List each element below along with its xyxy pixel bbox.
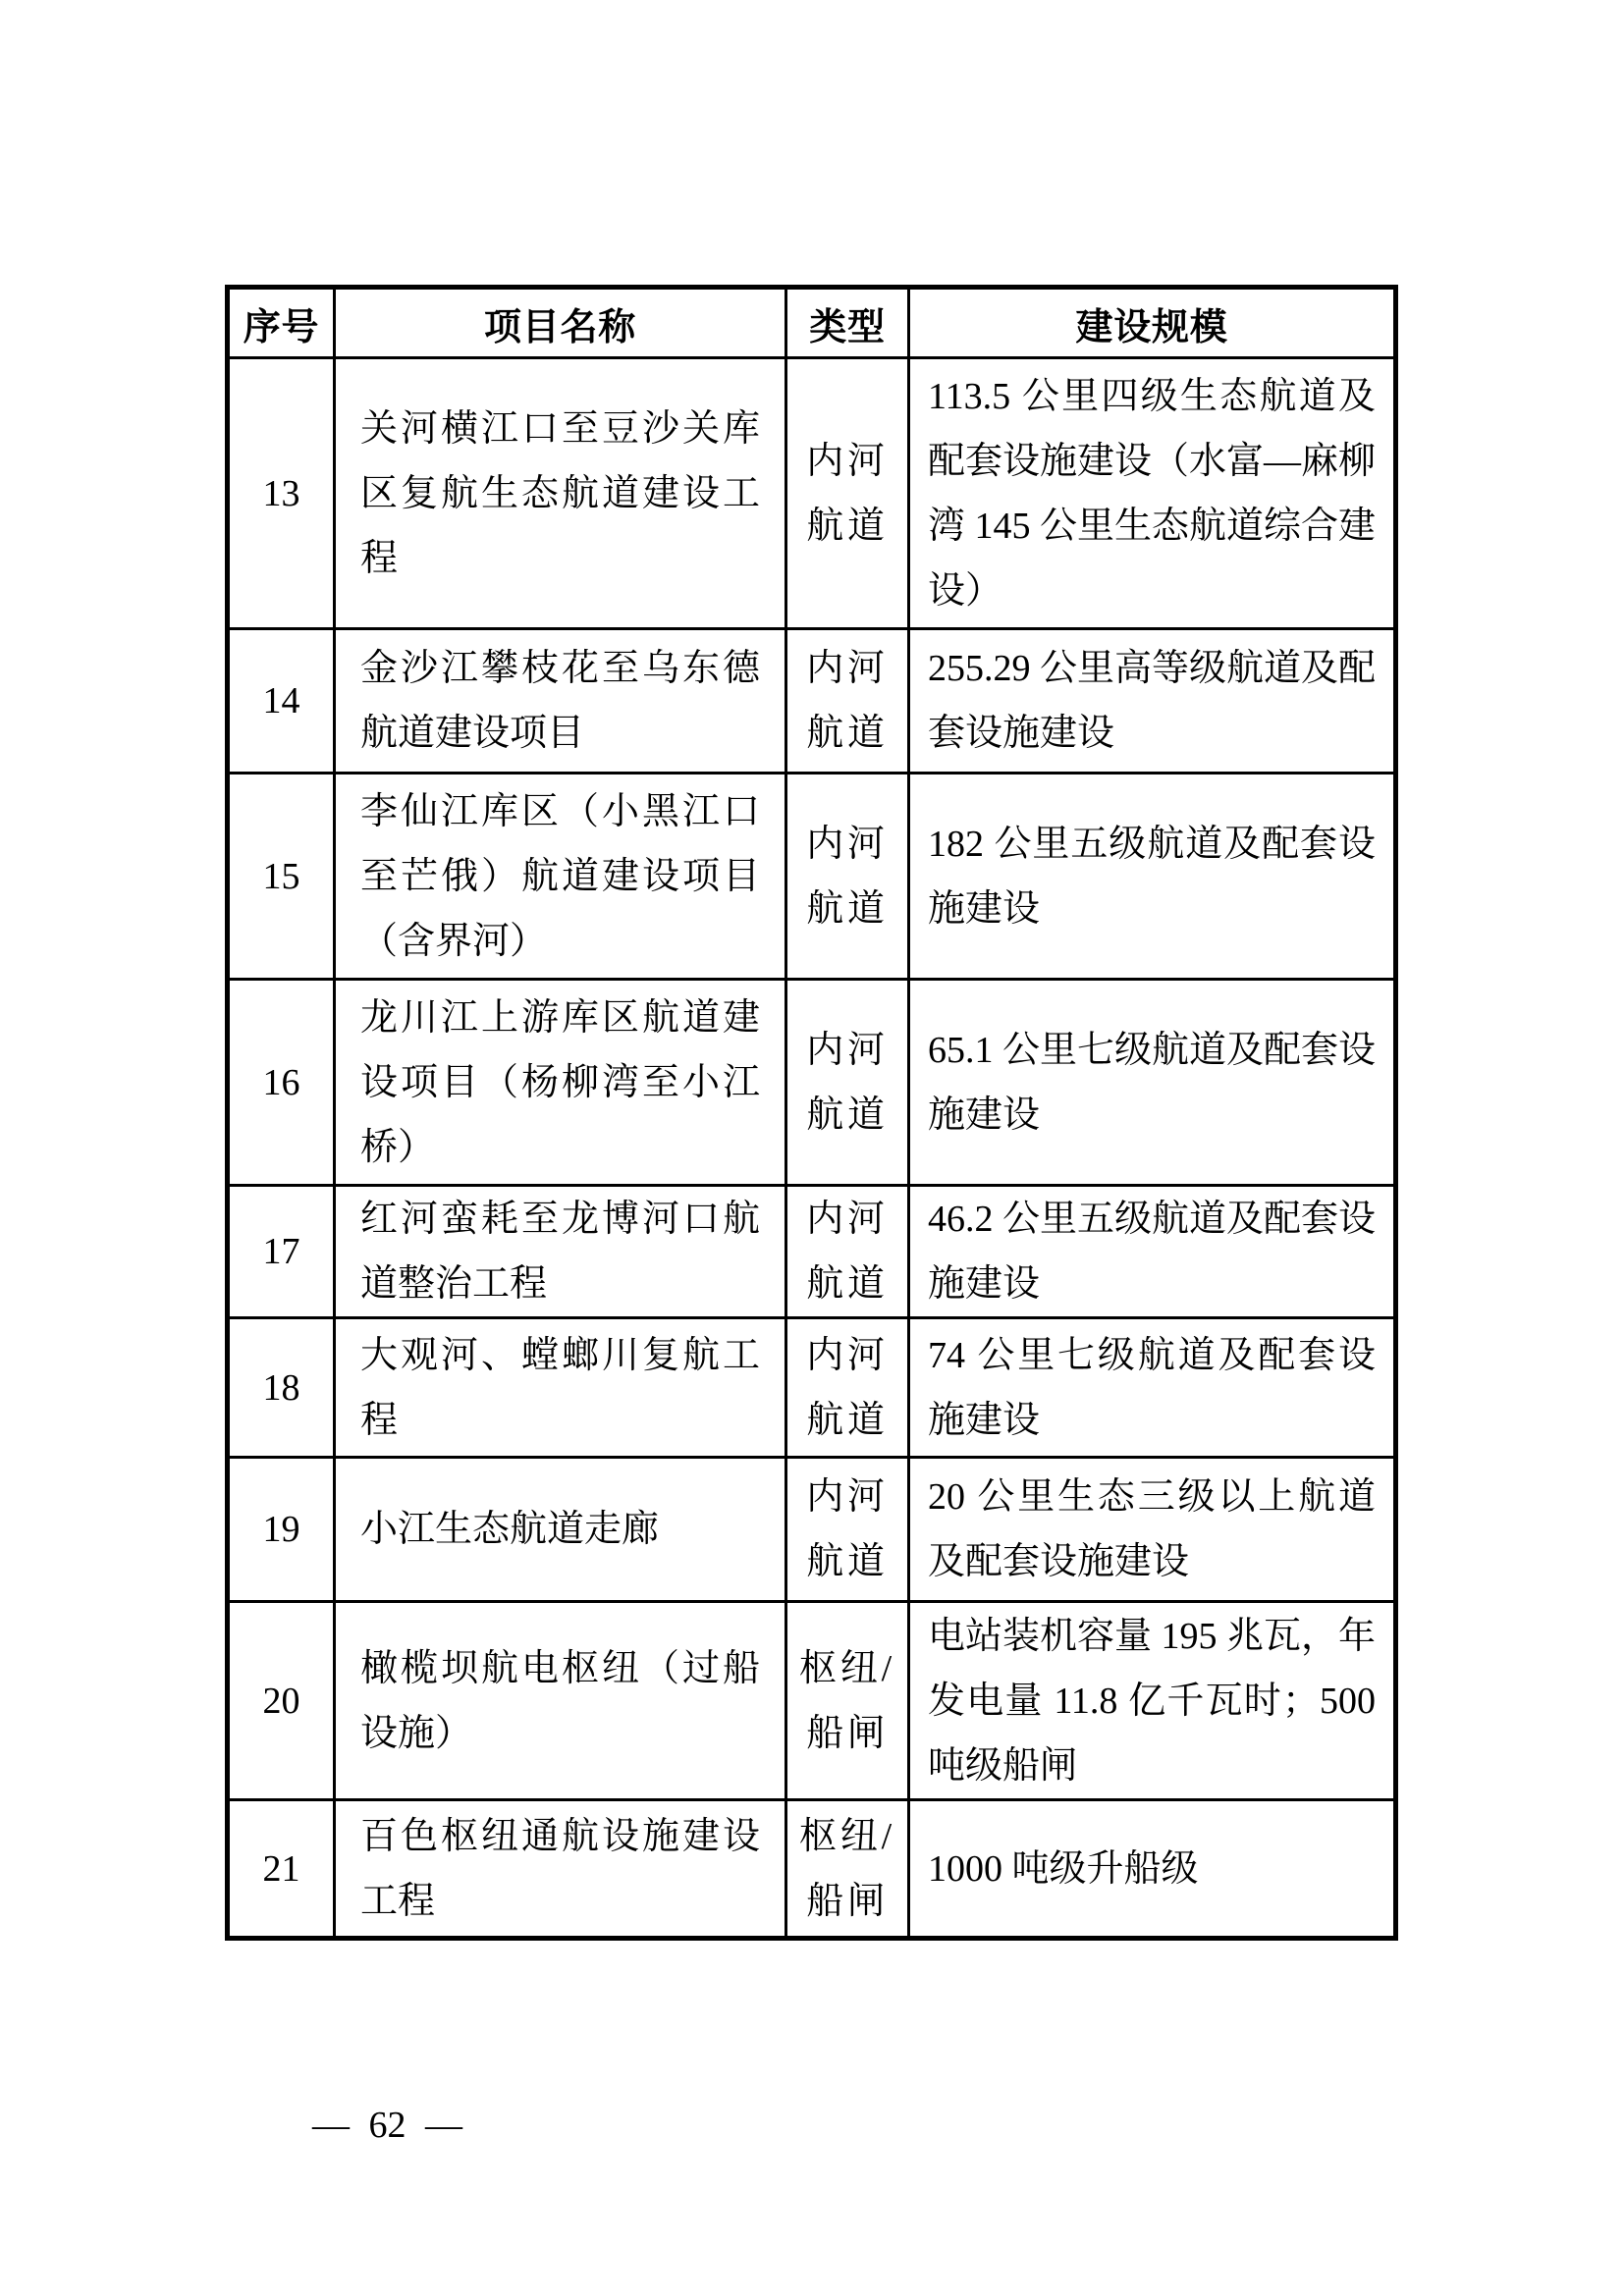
header-cell-project-name: 项目名称 xyxy=(335,288,786,358)
cell-project-name: 百色枢纽通航设施建设工程 xyxy=(335,1800,786,1939)
cell-type: 枢纽/船闸 xyxy=(786,1602,909,1800)
cell-project-name: 红河蛮耗至龙博河口航道整治工程 xyxy=(335,1186,786,1318)
cell-construction-scale: 1000 吨级升船级 xyxy=(909,1800,1396,1939)
cell-project-name: 龙川江上游库区航道建设项目（杨柳湾至小江桥） xyxy=(335,980,786,1186)
table-header-row xyxy=(228,288,1396,358)
header-cell-type: 类型 xyxy=(786,288,909,358)
cell-type: 枢纽/船闸 xyxy=(786,1800,909,1939)
cell-construction-scale: 电站装机容量 195 兆瓦，年发电量 11.8 亿千瓦时；500 吨级船闸 xyxy=(909,1602,1396,1800)
cell-project-name: 大观河、螳螂川复航工程 xyxy=(335,1318,786,1458)
table-row xyxy=(228,774,1396,980)
cell-construction-scale: 113.5 公里四级生态航道及配套设施建设（水富—麻柳湾 145 公里生态航道综合建设） xyxy=(909,358,1396,629)
cell-type: 内河航道 xyxy=(786,1186,909,1318)
cell-serial-number: 16 xyxy=(228,980,335,1186)
table-row xyxy=(228,1318,1396,1458)
page-number: — 62 — xyxy=(312,2105,462,2146)
cell-serial-number: 18 xyxy=(228,1318,335,1458)
cell-type: 内河航道 xyxy=(786,358,909,629)
table-row xyxy=(228,1602,1396,1800)
cell-serial-number: 20 xyxy=(228,1602,335,1800)
cell-serial-number: 19 xyxy=(228,1458,335,1602)
table-row xyxy=(228,629,1396,774)
cell-project-name: 橄榄坝航电枢纽（过船设施） xyxy=(335,1602,786,1800)
cell-project-name: 关河横江口至豆沙关库区复航生态航道建设工程 xyxy=(335,358,786,629)
table-row xyxy=(228,980,1396,1186)
cell-serial-number: 13 xyxy=(228,358,335,629)
cell-type: 内河航道 xyxy=(786,1318,909,1458)
cell-serial-number: 15 xyxy=(228,774,335,980)
table-row xyxy=(228,358,1396,629)
cell-construction-scale: 182 公里五级航道及配套设施建设 xyxy=(909,774,1396,980)
cell-construction-scale: 46.2 公里五级航道及配套设施建设 xyxy=(909,1186,1396,1318)
header-cell-serial-number: 序号 xyxy=(228,288,335,358)
cell-project-name: 金沙江攀枝花至乌东德航道建设项目 xyxy=(335,629,786,774)
cell-type: 内河航道 xyxy=(786,629,909,774)
cell-construction-scale: 65.1 公里七级航道及配套设施建设 xyxy=(909,980,1396,1186)
cell-construction-scale: 255.29 公里高等级航道及配套设施建设 xyxy=(909,629,1396,774)
cell-serial-number: 14 xyxy=(228,629,335,774)
cell-construction-scale: 20 公里生态三级以上航道及配套设施建设 xyxy=(909,1458,1396,1602)
table-row xyxy=(228,1800,1396,1939)
projects-table xyxy=(225,285,1398,1941)
cell-type: 内河航道 xyxy=(786,980,909,1186)
cell-project-name: 李仙江库区（小黑江口至芒俄）航道建设项目（含界河） xyxy=(335,774,786,980)
cell-type: 内河航道 xyxy=(786,774,909,980)
cell-type: 内河航道 xyxy=(786,1458,909,1602)
cell-project-name: 小江生态航道走廊 xyxy=(335,1458,786,1602)
table-row xyxy=(228,1458,1396,1602)
cell-serial-number: 17 xyxy=(228,1186,335,1318)
cell-serial-number: 21 xyxy=(228,1800,335,1939)
cell-construction-scale: 74 公里七级航道及配套设施建设 xyxy=(909,1318,1396,1458)
header-cell-construction-scale: 建设规模 xyxy=(909,288,1396,358)
table-row xyxy=(228,1186,1396,1318)
